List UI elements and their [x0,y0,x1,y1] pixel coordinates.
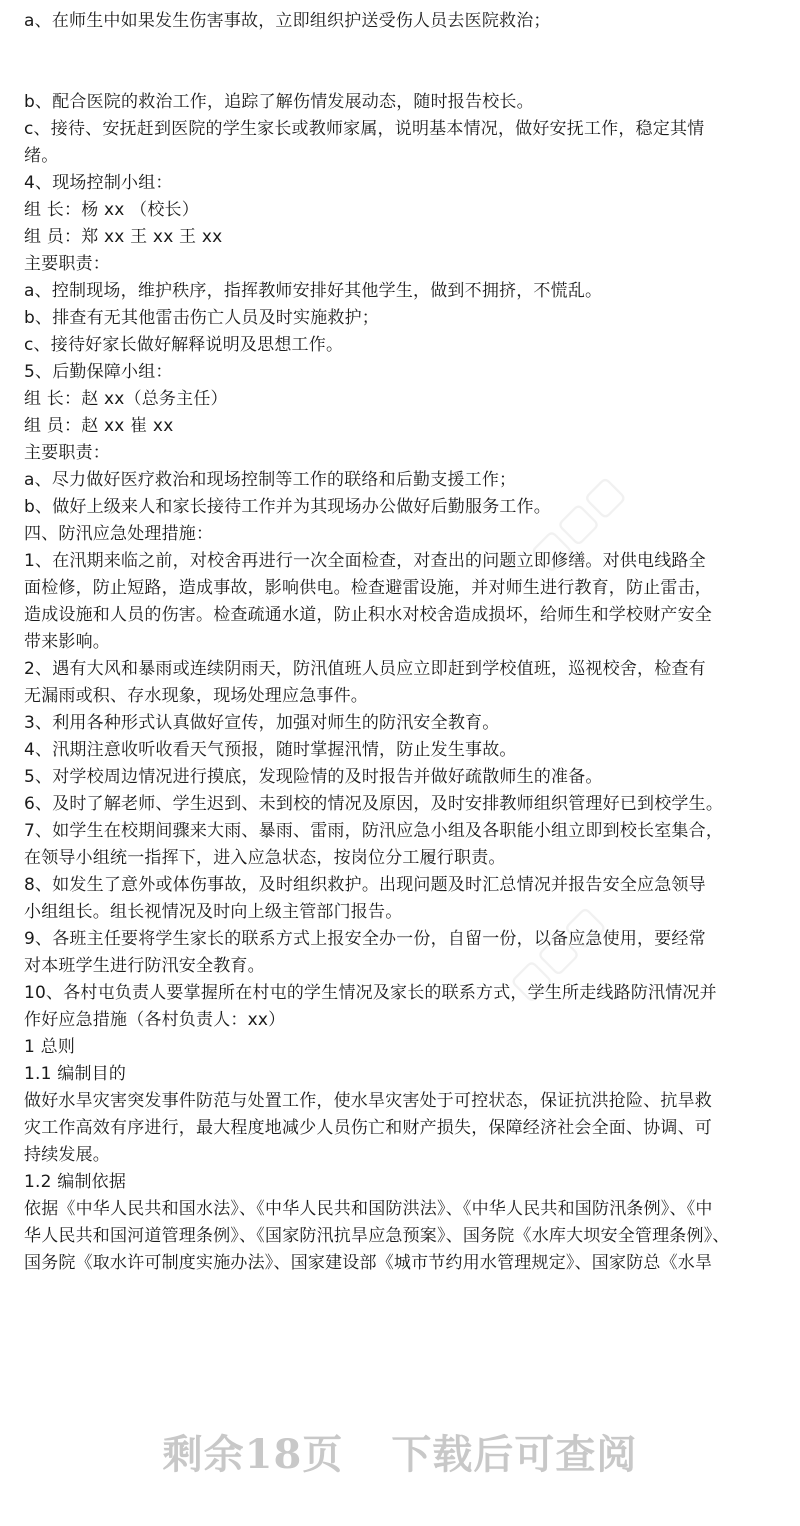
text-line: 华人民共和国河道管理条例》、《国家防汛抗旱应急预案》、国务院《水库大坝安全管理条例》、 [24,1226,730,1246]
text-line: 7、如学生在校期间骤来大雨、暴雨、雷雨，防汛应急小组及各职能小组立即到校长室集合， [24,821,724,841]
text-line: 对本班学生进行防汛安全教育。 [24,956,265,976]
text-line: 无漏雨或积、存水现象，现场处理应急事件。 [24,686,368,706]
text-line: b、做好上级来人和家长接待工作并为其现场办公做好后勤服务工作。 [24,497,551,517]
text-line: a、尽力做好医疗救治和现场控制等工作的联络和后勤支援工作； [24,470,517,490]
text-line: 带来影响。 [24,632,110,652]
text-line: 国务院《取水许可制度实施办法》、国家建设部《城市节约用水管理规定》、国家防总《水旱 [24,1253,713,1273]
text-line: 1.2 编制依据 [24,1172,127,1192]
download-prompt-text: 下载后可查阅 [391,1430,638,1478]
text-line: 依据《中华人民共和国水法》、《中华人民共和国防洪法》、《中华人民共和国防汛条例》、《中 [24,1199,713,1219]
text-line: 3、利用各种形式认真做好宣传，加强对师生的防汛安全教育。 [24,713,500,733]
text-line: 灾工作高效有序进行，最大程度地减少人员伤亡和财产损失，保障经济社会全面、协调、可 [24,1118,712,1138]
text-line: b、配合医院的救治工作，追踪了解伤情发展动态，随时报告校长。 [24,92,534,112]
text-line: 8、如发生了意外或体伤事故，及时组织救护。出现问题及时汇总情况并报告安全应急领导 [24,875,706,895]
text-line: 作好应急措施（各村负责人：xx） [24,1010,286,1030]
text-line: 5、后勤保障小组： [24,362,173,382]
text-line: 4、汛期注意收听收看天气预报，随时掌握汛情，防止发生事故。 [24,740,517,760]
text-line: 1.1 编制目的 [24,1064,127,1084]
text-line: 5、对学校周边情况进行摸底，发现险情的及时报告并做好疏散师生的准备。 [24,767,603,787]
text-line: 2、遇有大风和暴雨或连续阴雨天，防汛值班人员应立即赶到学校值班，巡视校舍，检查有 [24,659,706,679]
download-banner[interactable] [0,1416,800,1486]
text-line: 组 长：杨 xx （校长） [24,200,199,220]
text-line: 主要职责： [24,254,110,274]
text-line: 10、各村屯负责人要掌握所在村屯的学生情况及家长的联系方式，学生所走线路防汛情况并 [24,983,717,1003]
text-line: 绪。 [24,146,59,166]
document-lines [24,8,784,1277]
text-line: 主要职责： [24,443,110,463]
cut-off-line [24,0,784,8]
remaining-pages-text: 剩余18页 [162,1430,344,1478]
text-line: 持续发展。 [24,1145,110,1165]
text-line: 面检修，防止短路，造成事故，影响供电。检查避雷设施，并对师生进行教育，防止雷击， [24,578,712,598]
text-line: 四、防汛应急处理措施： [24,524,214,544]
text-line: a、在师生中如果发生伤害事故，立即组织护送受伤人员去医院救治； [24,11,551,31]
text-line: a、控制现场，维护秩序，指挥教师安排好其他学生，做到不拥挤，不慌乱。 [24,281,603,301]
text-line: 组 员：郑 xx 王 xx 王 xx [24,227,223,247]
text-line: 小组组长。组长视情况及时向上级主管部门报告。 [24,902,403,922]
document-body [24,0,784,1277]
text-line: 组 长：赵 xx（总务主任） [24,389,228,409]
text-line: c、接待好家长做好解释说明及思想工作。 [24,335,344,355]
text-line: c、接待、安抚赶到医院的学生家长或教师家属，说明基本情况，做好安抚工作，稳定其情 [24,119,705,139]
text-line: b、排查有无其他雷击伤亡人员及时实施救护； [24,308,379,328]
blank-gap [24,35,784,89]
text-line: 组 员：赵 xx 崔 xx [24,416,174,436]
text-line: 9、各班主任要将学生家长的联系方式上报安全办一份，自留一份，以备应急使用，要经常 [24,929,706,949]
text-line: 1 总则 [24,1037,76,1057]
watermark: ▢▢▢ [500,896,614,1010]
text-line: 1、在汛期来临之前，对校舍再进行一次全面检查，对查出的问题立即修缮。对供电线路全 [24,551,706,571]
watermark: ▢▢▢ [520,466,634,580]
text-line: 造成设施和人员的伤害。检查疏通水道，防止积水对校舍造成损坏，给师生和学校财产安全 [24,605,712,625]
text-line: 4、现场控制小组： [24,173,173,193]
text-line: 在领导小组统一指挥下，进入应急状态，按岗位分工履行职责。 [24,848,506,868]
text-line: 做好水旱灾害突发事件防范与处置工作，使水旱灾害处于可控状态，保证抗洪抢险、抗旱救 [24,1091,712,1111]
text-line: 6、及时了解老师、学生迟到、未到校的情况及原因，及时安排教师组织管理好已到校学生。 [24,794,724,814]
